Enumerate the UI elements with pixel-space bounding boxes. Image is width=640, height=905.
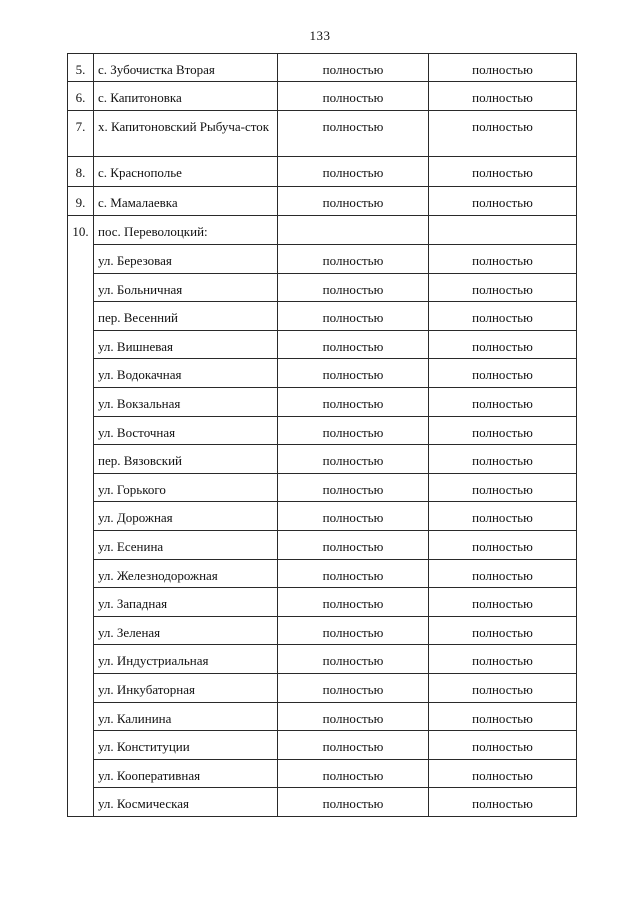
settlement-name: с. Капитоновка xyxy=(94,82,278,111)
coverage-cell-2: полностью xyxy=(429,187,577,216)
street-name: ул. Больничная xyxy=(94,273,278,302)
coverage-cell-2: полностью xyxy=(429,245,577,274)
page-number: 133 xyxy=(309,28,331,43)
coverage-cell-1: полностью xyxy=(278,302,429,331)
table-row xyxy=(68,588,577,617)
coverage-cell-1: полностью xyxy=(278,82,429,111)
street-name: пер. Весенний xyxy=(94,302,278,331)
row-number: 5. xyxy=(68,54,94,82)
coverage-cell-1: полностью xyxy=(278,702,429,731)
street-name: ул. Железнодорожная xyxy=(94,559,278,588)
table-row xyxy=(68,82,577,111)
coverage-cell-1: полностью xyxy=(278,788,429,817)
coverage-cell-2: полностью xyxy=(429,111,577,157)
coverage-cell-2: полностью xyxy=(429,530,577,559)
street-name: ул. Есенина xyxy=(94,530,278,559)
coverage-cell-2: полностью xyxy=(429,82,577,111)
coverage-cell-2: полностью xyxy=(429,359,577,388)
table-row xyxy=(68,157,577,187)
coverage-cell-1 xyxy=(278,216,429,245)
coverage-cell-1: полностью xyxy=(278,187,429,216)
coverage-cell-2: полностью xyxy=(429,54,577,82)
coverage-cell-1: полностью xyxy=(278,616,429,645)
coverage-cell-2: полностью xyxy=(429,330,577,359)
street-name: ул. Космическая xyxy=(94,788,278,817)
street-name: пер. Вязовский xyxy=(94,445,278,474)
street-name: ул. Вишневая xyxy=(94,330,278,359)
table-row xyxy=(68,387,577,416)
street-name: ул. Кооперативная xyxy=(94,759,278,788)
street-name: ул. Западная xyxy=(94,588,278,617)
settlement-name: с. Краснополье xyxy=(94,157,278,187)
settlement-name: с. Зубочистка Вторая xyxy=(94,54,278,82)
street-name: ул. Инкубаторная xyxy=(94,673,278,702)
coverage-cell-2: полностью xyxy=(429,759,577,788)
coverage-cell-1: полностью xyxy=(278,330,429,359)
table-row xyxy=(68,302,577,331)
table-row xyxy=(68,673,577,702)
settlements-table xyxy=(67,53,577,817)
street-name: ул. Березовая xyxy=(94,245,278,274)
table-row xyxy=(68,273,577,302)
coverage-cell-2: полностью xyxy=(429,387,577,416)
table-row xyxy=(68,559,577,588)
table-row xyxy=(68,473,577,502)
coverage-cell-2: полностью xyxy=(429,157,577,187)
row-number: 10. xyxy=(68,216,94,817)
table-row xyxy=(68,530,577,559)
street-name: ул. Дорожная xyxy=(94,502,278,531)
coverage-cell-2: полностью xyxy=(429,731,577,760)
coverage-cell-1: полностью xyxy=(278,731,429,760)
settlement-name: пос. Переволоцкий: xyxy=(94,216,278,245)
table-row xyxy=(68,416,577,445)
coverage-cell-2 xyxy=(429,216,577,245)
table-row xyxy=(68,111,577,157)
row-number: 8. xyxy=(68,157,94,187)
coverage-cell-2: полностью xyxy=(429,788,577,817)
table-row xyxy=(68,645,577,674)
street-name: ул. Восточная xyxy=(94,416,278,445)
coverage-cell-2: полностью xyxy=(429,416,577,445)
table-row xyxy=(68,330,577,359)
table-row xyxy=(68,759,577,788)
coverage-cell-1: полностью xyxy=(278,588,429,617)
street-name: ул. Конституции xyxy=(94,731,278,760)
coverage-cell-1: полностью xyxy=(278,645,429,674)
street-name: ул. Индустриальная xyxy=(94,645,278,674)
coverage-cell-1: полностью xyxy=(278,359,429,388)
table-row xyxy=(68,445,577,474)
table-row xyxy=(68,702,577,731)
coverage-cell-1: полностью xyxy=(278,157,429,187)
coverage-cell-2: полностью xyxy=(429,559,577,588)
coverage-cell-1: полностью xyxy=(278,445,429,474)
table-row xyxy=(68,216,577,245)
street-name: ул. Вокзальная xyxy=(94,387,278,416)
coverage-cell-2: полностью xyxy=(429,473,577,502)
coverage-cell-2: полностью xyxy=(429,645,577,674)
table-row xyxy=(68,245,577,274)
coverage-cell-1: полностью xyxy=(278,673,429,702)
coverage-cell-2: полностью xyxy=(429,702,577,731)
street-name: ул. Водокачная xyxy=(94,359,278,388)
row-number: 6. xyxy=(68,82,94,111)
coverage-cell-2: полностью xyxy=(429,445,577,474)
table-row xyxy=(68,788,577,817)
table-row xyxy=(68,731,577,760)
coverage-cell-1: полностью xyxy=(278,111,429,157)
coverage-cell-2: полностью xyxy=(429,273,577,302)
street-name: ул. Калинина xyxy=(94,702,278,731)
row-number: 7. xyxy=(68,111,94,157)
coverage-cell-2: полностью xyxy=(429,616,577,645)
coverage-cell-1: полностью xyxy=(278,245,429,274)
table-body xyxy=(68,54,577,817)
street-name: ул. Горького xyxy=(94,473,278,502)
coverage-cell-1: полностью xyxy=(278,416,429,445)
coverage-cell-1: полностью xyxy=(278,559,429,588)
street-name: ул. Зеленая xyxy=(94,616,278,645)
row-number: 9. xyxy=(68,187,94,216)
table-row xyxy=(68,359,577,388)
coverage-cell-1: полностью xyxy=(278,473,429,502)
coverage-cell-1: полностью xyxy=(278,759,429,788)
table-row xyxy=(68,616,577,645)
coverage-cell-1: полностью xyxy=(278,54,429,82)
coverage-cell-2: полностью xyxy=(429,502,577,531)
table-row xyxy=(68,502,577,531)
coverage-cell-1: полностью xyxy=(278,387,429,416)
coverage-cell-2: полностью xyxy=(429,673,577,702)
table-row xyxy=(68,187,577,216)
coverage-cell-1: полностью xyxy=(278,273,429,302)
table-row xyxy=(68,54,577,82)
settlement-name: с. Мамалаевка xyxy=(94,187,278,216)
coverage-cell-1: полностью xyxy=(278,502,429,531)
coverage-cell-2: полностью xyxy=(429,588,577,617)
coverage-cell-1: полностью xyxy=(278,530,429,559)
coverage-cell-2: полностью xyxy=(429,302,577,331)
settlement-name: х. Капитоновский Рыбуча-сток xyxy=(94,111,278,157)
